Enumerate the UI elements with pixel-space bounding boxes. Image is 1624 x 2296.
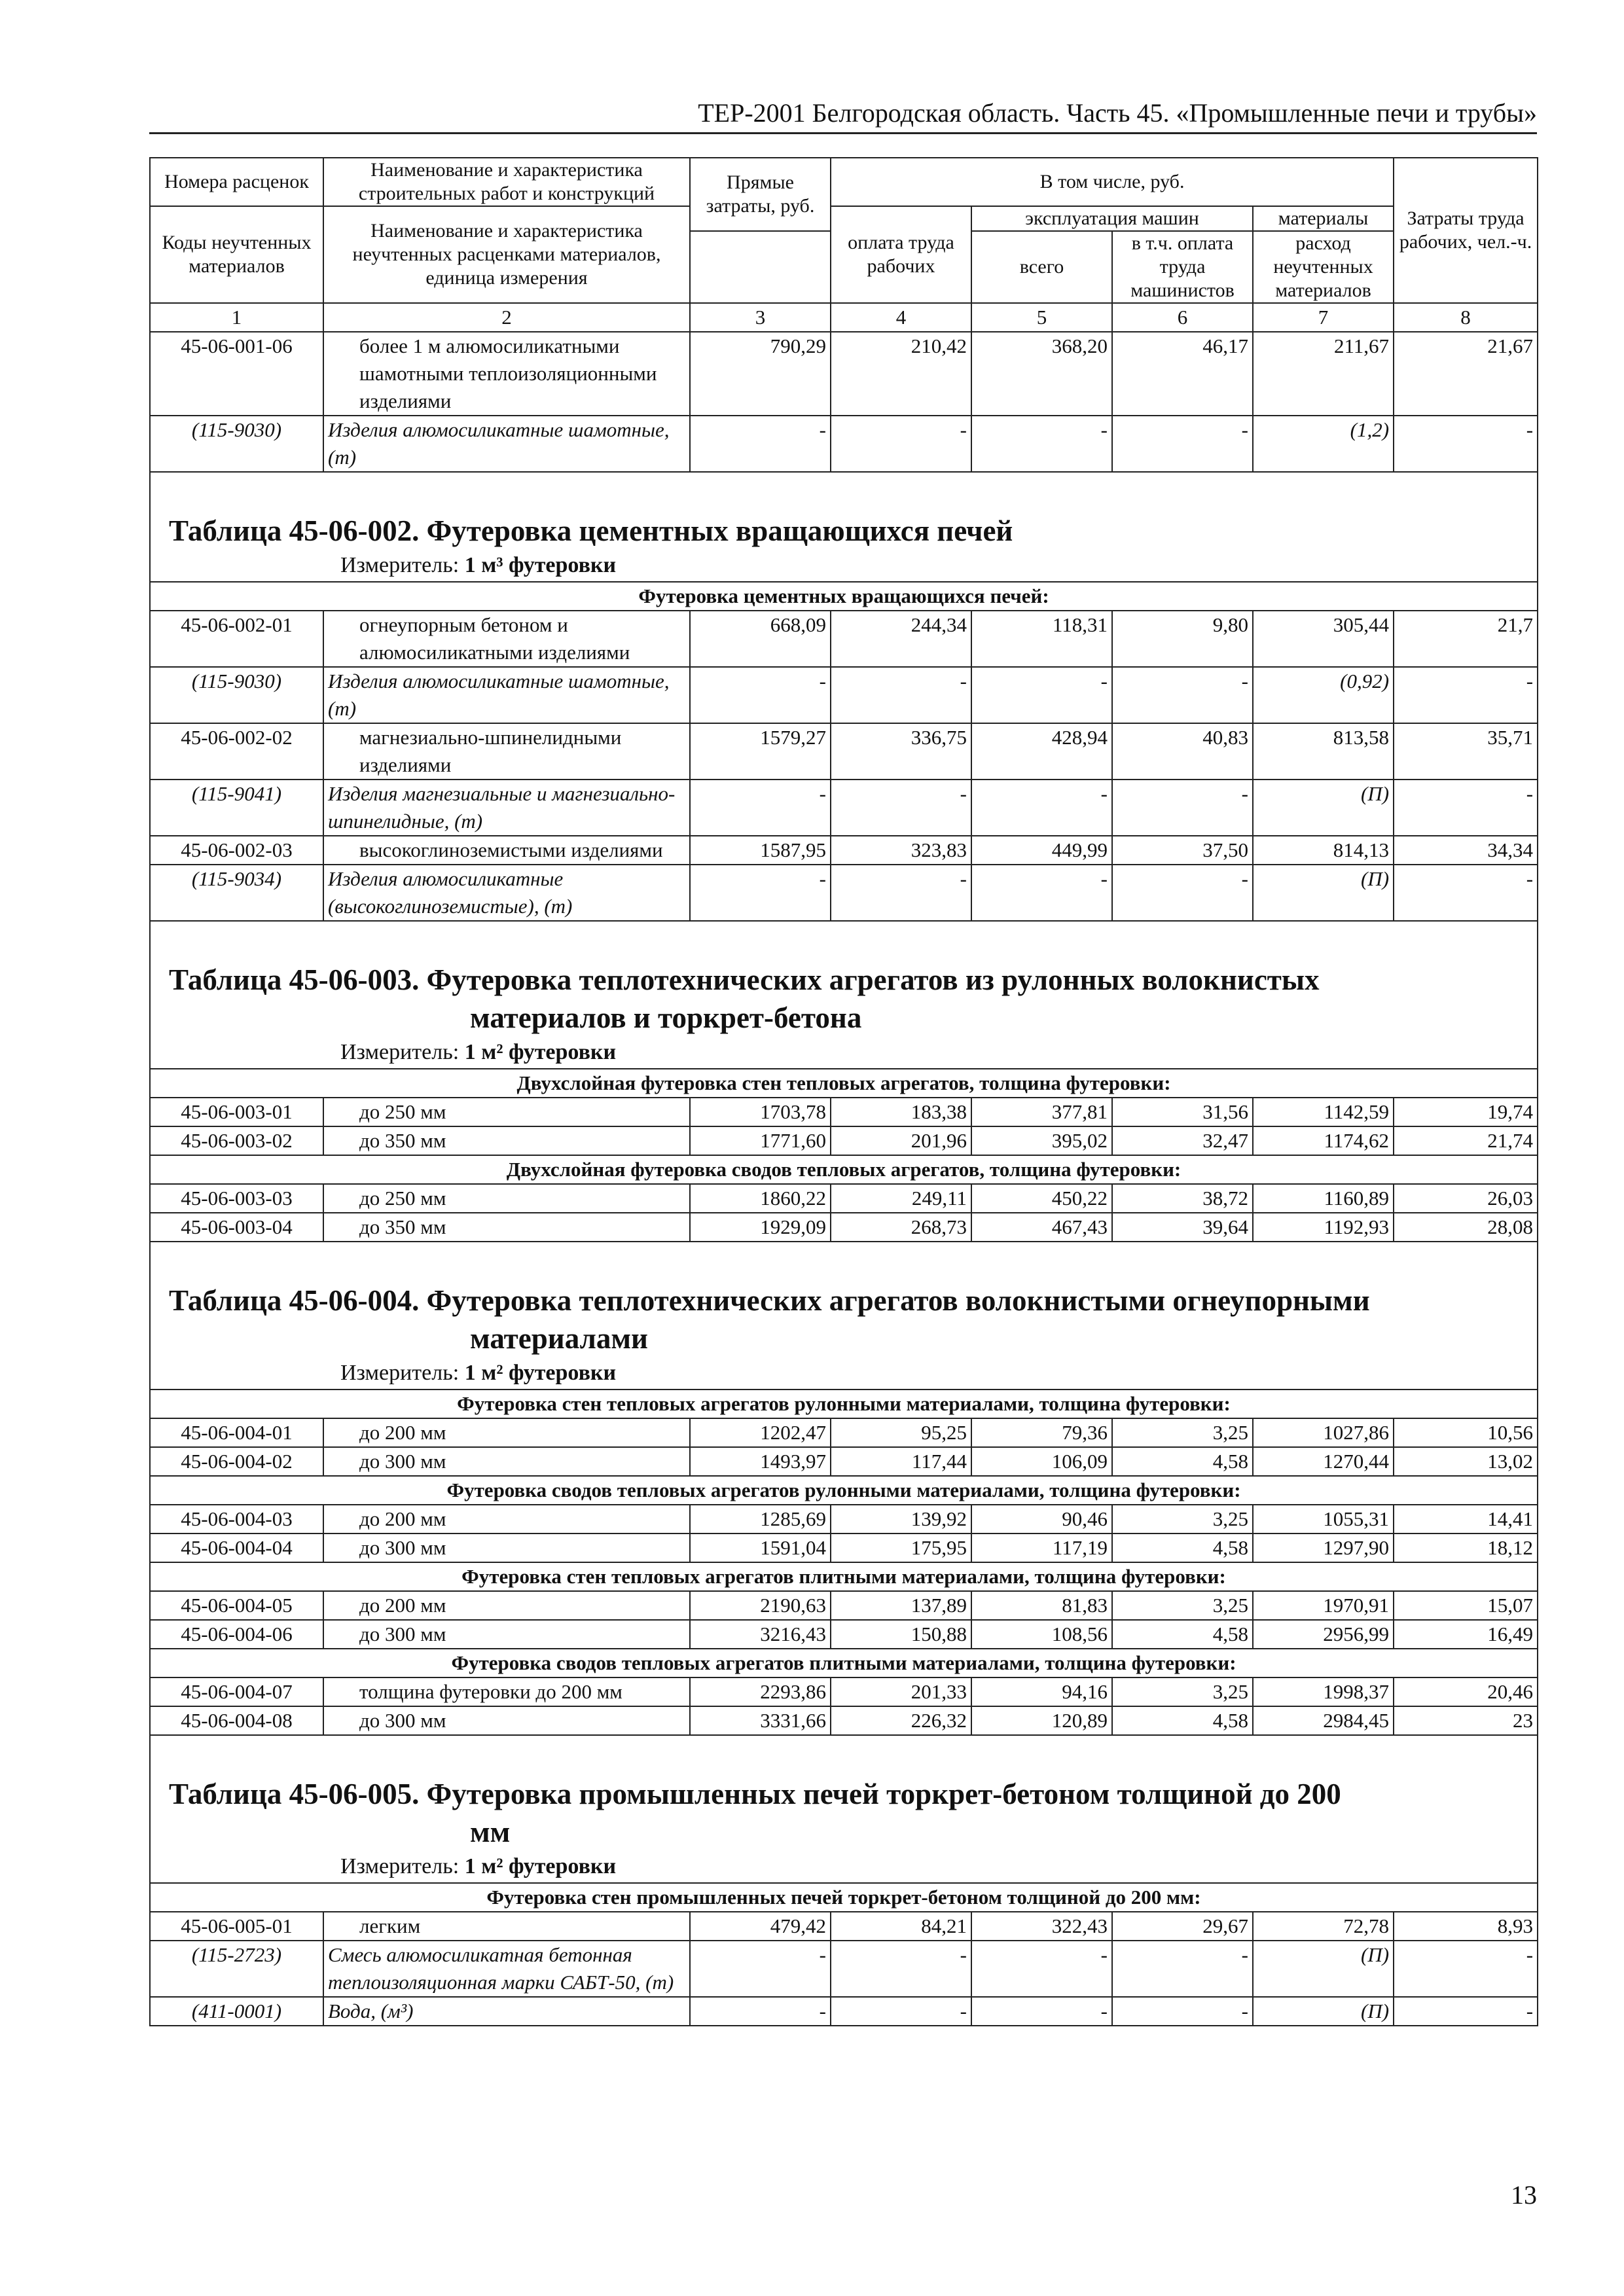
labor-hours: 35,71 — [1394, 723, 1538, 780]
col-number: 5 — [971, 303, 1112, 332]
worker-wages: 150,88 — [831, 1620, 971, 1649]
machines-total: - — [971, 667, 1112, 723]
table-caption-row — [150, 1735, 1538, 1851]
materials: 2984,45 — [1253, 1706, 1394, 1735]
col-number: 4 — [831, 303, 971, 332]
direct-cost: 3216,43 — [690, 1620, 831, 1649]
machines-total: 322,43 — [971, 1912, 1112, 1941]
direct-cost: 1591,04 — [690, 1534, 831, 1562]
rate-code: 45-06-003-03 — [150, 1184, 323, 1213]
table-header — [150, 158, 1538, 332]
section-title: Футеровка сводов тепловых агрегатов рулонными материалами, толщина футеровки: — [150, 1476, 1538, 1505]
operator-wages: 3,25 — [1112, 1505, 1253, 1534]
rate-name — [323, 1706, 690, 1735]
col-worker-wages-header: оплата труда рабочих — [831, 206, 971, 303]
rate-code: 45-06-002-02 — [150, 723, 323, 780]
table-title: Таблица 45-06-003. Футеровка теплотехнических агрегатов из рулонных волокнистых — [169, 963, 1320, 996]
rate-name-text: до 300 мм — [359, 1709, 446, 1732]
labor-hours: 10,56 — [1394, 1418, 1538, 1447]
worker-wages: 336,75 — [831, 723, 971, 780]
materials: 813,58 — [1253, 723, 1394, 780]
operator-wages: - — [1112, 1941, 1253, 1997]
rate-name — [323, 1098, 690, 1126]
rate-name — [323, 1447, 690, 1476]
col-number: 1 — [150, 303, 323, 332]
material-name: Изделия алюмосиликатные (высокоглиноземистые), (т) — [323, 865, 690, 921]
col-materials-header: материалы — [1253, 206, 1394, 231]
rate-name — [323, 1591, 690, 1620]
rate-name — [323, 1912, 690, 1941]
rate-name — [323, 332, 690, 416]
material-name: Изделия магнезиальные и магнезиально-шпинелидные, (т) — [323, 780, 690, 836]
measure-value: 1 м³ футеровки — [464, 553, 617, 577]
rate-name — [323, 723, 690, 780]
direct-cost: 2190,63 — [690, 1591, 831, 1620]
materials: 1998,37 — [1253, 1677, 1394, 1706]
direct-cost: 1202,47 — [690, 1418, 831, 1447]
col-material-consumption-header: расход неучтенных материалов — [1253, 231, 1394, 303]
table-row — [150, 1912, 1538, 1941]
worker-wages: 226,32 — [831, 1706, 971, 1735]
rate-name — [323, 1213, 690, 1242]
worker-wages: 323,83 — [831, 836, 971, 865]
operator-wages: - — [1112, 780, 1253, 836]
rate-code: 45-06-004-01 — [150, 1418, 323, 1447]
worker-wages: 268,73 — [831, 1213, 971, 1242]
operator-wages: - — [1112, 667, 1253, 723]
operator-wages: 40,83 — [1112, 723, 1253, 780]
operator-wages: 4,58 — [1112, 1620, 1253, 1649]
table-title-continuation: материалами — [470, 1322, 648, 1355]
section-title: Футеровка стен тепловых агрегатов рулонными материалами, толщина футеровки: — [150, 1390, 1538, 1418]
worker-wages: 201,33 — [831, 1677, 971, 1706]
operator-wages: - — [1112, 416, 1253, 472]
rate-name-text: магнезиально-шпинелидными изделиями — [359, 726, 622, 776]
table-row — [150, 1677, 1538, 1706]
col-operator-wages-header: в т.ч. оплата труда машинистов — [1112, 231, 1253, 303]
worker-wages: 244,34 — [831, 611, 971, 667]
rate-code: 45-06-004-03 — [150, 1505, 323, 1534]
rate-name — [323, 1677, 690, 1706]
measure-label: Измеритель: — [340, 1854, 460, 1878]
worker-wages: - — [831, 1997, 971, 2026]
direct-cost: 1929,09 — [690, 1213, 831, 1242]
rate-code: 45-06-005-01 — [150, 1912, 323, 1941]
direct-cost: 479,42 — [690, 1912, 831, 1941]
worker-wages: 175,95 — [831, 1534, 971, 1562]
operator-wages: 32,47 — [1112, 1126, 1253, 1155]
worker-wages: 95,25 — [831, 1418, 971, 1447]
rate-code: 45-06-004-05 — [150, 1591, 323, 1620]
table-title: Таблица 45-06-005. Футеровка промышленных печей торкрет-бетоном толщиной до 200 — [169, 1778, 1341, 1810]
measure-label: Измеритель: — [340, 1040, 460, 1064]
worker-wages: 183,38 — [831, 1098, 971, 1126]
rate-name-text: до 250 мм — [359, 1100, 446, 1123]
materials: 72,78 — [1253, 1912, 1394, 1941]
measure-value: 1 м² футеровки — [464, 1361, 617, 1385]
rate-code: 45-06-004-07 — [150, 1677, 323, 1706]
rate-name-text: толщина футеровки до 200 мм — [359, 1680, 623, 1703]
operator-wages: 4,58 — [1112, 1706, 1253, 1735]
operator-wages: 46,17 — [1112, 332, 1253, 416]
material-code: (115-9041) — [150, 780, 323, 836]
worker-wages: 249,11 — [831, 1184, 971, 1213]
table-title-continuation: мм — [470, 1816, 511, 1848]
labor-hours: - — [1394, 1997, 1538, 2026]
table-title-continuation: материалов и торкрет-бетона — [470, 1001, 862, 1034]
section-title: Двухслойная футеровка сводов тепловых агрегатов, толщина футеровки: — [150, 1155, 1538, 1184]
section-row — [150, 1562, 1538, 1591]
materials: 1055,31 — [1253, 1505, 1394, 1534]
materials: 1297,90 — [1253, 1534, 1394, 1562]
rate-name-text: до 350 мм — [359, 1129, 446, 1152]
materials: 1192,93 — [1253, 1213, 1394, 1242]
operator-wages: 39,64 — [1112, 1213, 1253, 1242]
labor-hours: 16,49 — [1394, 1620, 1538, 1649]
rate-name — [323, 1126, 690, 1155]
operator-wages: 37,50 — [1112, 836, 1253, 865]
rate-name-text: до 350 мм — [359, 1215, 446, 1238]
direct-cost: 3331,66 — [690, 1706, 831, 1735]
materials: 1174,62 — [1253, 1126, 1394, 1155]
table-row — [150, 332, 1538, 416]
section-title: Футеровка цементных вращающихся печей: — [150, 582, 1538, 611]
operator-wages: 9,80 — [1112, 611, 1253, 667]
col-number: 6 — [1112, 303, 1253, 332]
rate-name — [323, 1184, 690, 1213]
labor-hours: 13,02 — [1394, 1447, 1538, 1476]
machines-total: 117,19 — [971, 1534, 1112, 1562]
machines-total: 120,89 — [971, 1706, 1112, 1735]
col-direct-cost-header: Прямые затраты, руб. — [690, 158, 831, 231]
direct-cost: - — [690, 416, 831, 472]
rate-name — [323, 1620, 690, 1649]
rate-code: 45-06-004-06 — [150, 1620, 323, 1649]
table-caption-row — [150, 1242, 1538, 1357]
labor-hours: 15,07 — [1394, 1591, 1538, 1620]
labor-hours: 28,08 — [1394, 1213, 1538, 1242]
col-labor-hours-header: Затраты труда рабочих, чел.-ч. — [1394, 158, 1538, 303]
rate-name-text: более 1 м алюмосиликатными шамотными теплоизоляционными изделиями — [359, 334, 657, 412]
materials: 1027,86 — [1253, 1418, 1394, 1447]
operator-wages: - — [1112, 865, 1253, 921]
labor-hours: 26,03 — [1394, 1184, 1538, 1213]
section-title: Футеровка стен промышленных печей торкрет-бетоном толщиной до 200 мм: — [150, 1883, 1538, 1912]
section-title: Футеровка сводов тепловых агрегатов плитными материалами, толщина футеровки: — [150, 1649, 1538, 1677]
worker-wages: 210,42 — [831, 332, 971, 416]
rate-code: 45-06-003-01 — [150, 1098, 323, 1126]
col-work-name-header: Наименование и характеристика строительных работ и конструкций — [323, 158, 690, 206]
material-code: (115-9030) — [150, 416, 323, 472]
col-machines-total-header: всего — [971, 231, 1112, 303]
material-row — [150, 1941, 1538, 1997]
price-table — [149, 157, 1538, 2026]
material-code: (411-0001) — [150, 1997, 323, 2026]
table-body — [150, 332, 1538, 2026]
material-consumption: (П) — [1253, 1997, 1394, 2026]
machines-total: - — [971, 780, 1112, 836]
section-row — [150, 1476, 1538, 1505]
machines-total: 395,02 — [971, 1126, 1112, 1155]
measure-row — [150, 1851, 1538, 1883]
worker-wages: 84,21 — [831, 1912, 971, 1941]
section-title: Футеровка стен тепловых агрегатов плитными материалами, толщина футеровки: — [150, 1562, 1538, 1591]
rate-name-text: до 300 мм — [359, 1450, 446, 1473]
col-rate-number-header: Номера расценок — [150, 158, 323, 206]
operator-wages: 4,58 — [1112, 1447, 1253, 1476]
rate-name-text: до 250 мм — [359, 1187, 446, 1210]
rate-code: 45-06-002-03 — [150, 836, 323, 865]
table-row — [150, 1418, 1538, 1447]
rate-name-text: высокоглиноземистыми изделиями — [359, 838, 663, 861]
worker-wages: 139,92 — [831, 1505, 971, 1534]
material-row — [150, 780, 1538, 836]
col-unaccounted-materials-header: Наименование и характеристика неучтенных расценками материалов, единица измерения — [323, 206, 690, 303]
table-row — [150, 1706, 1538, 1735]
rate-name — [323, 611, 690, 667]
machines-total: 81,83 — [971, 1591, 1112, 1620]
operator-wages: 38,72 — [1112, 1184, 1253, 1213]
labor-hours: 34,34 — [1394, 836, 1538, 865]
material-consumption: (0,92) — [1253, 667, 1394, 723]
labor-hours: 20,46 — [1394, 1677, 1538, 1706]
materials: 1160,89 — [1253, 1184, 1394, 1213]
machines-total: 94,16 — [971, 1677, 1112, 1706]
worker-wages: - — [831, 667, 971, 723]
section-row — [150, 1390, 1538, 1418]
labor-hours: - — [1394, 865, 1538, 921]
direct-cost: 790,29 — [690, 332, 831, 416]
rate-name-text: до 200 мм — [359, 1594, 446, 1617]
worker-wages: - — [831, 416, 971, 472]
labor-hours: 14,41 — [1394, 1505, 1538, 1534]
table-row — [150, 1620, 1538, 1649]
labor-hours: - — [1394, 416, 1538, 472]
labor-hours: 19,74 — [1394, 1098, 1538, 1126]
rate-name-text: до 200 мм — [359, 1421, 446, 1444]
measure-row — [150, 1037, 1538, 1069]
worker-wages: 117,44 — [831, 1447, 971, 1476]
measure-value: 1 м² футеровки — [464, 1854, 617, 1878]
table-title: Таблица 45-06-002. Футеровка цементных вращающихся печей — [169, 514, 1013, 547]
material-row — [150, 416, 1538, 472]
direct-cost: - — [690, 780, 831, 836]
machines-total: 449,99 — [971, 836, 1112, 865]
direct-cost: - — [690, 1997, 831, 2026]
direct-cost: - — [690, 667, 831, 723]
labor-hours: 23 — [1394, 1706, 1538, 1735]
rate-code: 45-06-004-04 — [150, 1534, 323, 1562]
labor-hours: 8,93 — [1394, 1912, 1538, 1941]
material-row — [150, 1997, 1538, 2026]
rate-name — [323, 1505, 690, 1534]
measure-label: Измеритель: — [340, 553, 460, 577]
machines-total: 428,94 — [971, 723, 1112, 780]
rate-code: 45-06-003-04 — [150, 1213, 323, 1242]
material-row — [150, 667, 1538, 723]
table-row — [150, 836, 1538, 865]
col-number: 3 — [690, 303, 831, 332]
machines-total: - — [971, 1941, 1112, 1997]
rate-code: 45-06-002-01 — [150, 611, 323, 667]
rate-code: 45-06-004-02 — [150, 1447, 323, 1476]
direct-cost: - — [690, 1941, 831, 1997]
operator-wages: 4,58 — [1112, 1534, 1253, 1562]
worker-wages: - — [831, 1941, 971, 1997]
rate-name — [323, 1418, 690, 1447]
price-table-container — [149, 157, 1537, 2026]
table-row — [150, 1184, 1538, 1213]
machines-total: 79,36 — [971, 1418, 1112, 1447]
worker-wages: 201,96 — [831, 1126, 971, 1155]
material-code: (115-2723) — [150, 1941, 323, 1997]
material-consumption: (1,2) — [1253, 416, 1394, 472]
direct-cost: 1771,60 — [690, 1126, 831, 1155]
rate-name-text: легким — [359, 1914, 421, 1937]
materials: 2956,99 — [1253, 1620, 1394, 1649]
machines-total: 118,31 — [971, 611, 1112, 667]
col-including-header: В том числе, руб. — [831, 158, 1394, 206]
machines-total: 377,81 — [971, 1098, 1112, 1126]
materials: 211,67 — [1253, 332, 1394, 416]
operator-wages: 3,25 — [1112, 1418, 1253, 1447]
material-row — [150, 865, 1538, 921]
col-number: 7 — [1253, 303, 1394, 332]
measure-row — [150, 550, 1538, 582]
machines-total: 467,43 — [971, 1213, 1112, 1242]
section-row — [150, 1155, 1538, 1184]
direct-cost: 2293,86 — [690, 1677, 831, 1706]
page-number: 13 — [1511, 2180, 1537, 2210]
materials: 1142,59 — [1253, 1098, 1394, 1126]
labor-hours: 21,67 — [1394, 332, 1538, 416]
material-name: Смесь алюмосиликатная бетонная теплоизоляционная марки САБТ-50, (т) — [323, 1941, 690, 1997]
table-row — [150, 723, 1538, 780]
rate-name-text: до 300 мм — [359, 1536, 446, 1559]
measure-row — [150, 1357, 1538, 1390]
worker-wages: - — [831, 780, 971, 836]
measure-value: 1 м² футеровки — [464, 1040, 617, 1064]
section-row — [150, 1883, 1538, 1912]
rate-name-text: огнеупорным бетоном и алюмосиликатными изделиями — [359, 613, 630, 664]
machines-total: 90,46 — [971, 1505, 1112, 1534]
table-row — [150, 1534, 1538, 1562]
material-name: Изделия алюмосиликатные шамотные, (т) — [323, 416, 690, 472]
materials: 305,44 — [1253, 611, 1394, 667]
materials: 1270,44 — [1253, 1447, 1394, 1476]
material-code: (115-9034) — [150, 865, 323, 921]
operator-wages: 3,25 — [1112, 1591, 1253, 1620]
labor-hours: 21,7 — [1394, 611, 1538, 667]
direct-cost: 1587,95 — [690, 836, 831, 865]
machines-total: - — [971, 1997, 1112, 2026]
table-row — [150, 1591, 1538, 1620]
direct-cost: 1860,22 — [690, 1184, 831, 1213]
table-row — [150, 1447, 1538, 1476]
labor-hours: - — [1394, 667, 1538, 723]
table-row — [150, 1213, 1538, 1242]
table-title: Таблица 45-06-004. Футеровка теплотехнических агрегатов волокнистыми огнеупорными — [169, 1284, 1370, 1317]
machines-total: 106,09 — [971, 1447, 1112, 1476]
worker-wages: - — [831, 865, 971, 921]
machines-total: 450,22 — [971, 1184, 1112, 1213]
material-consumption: (П) — [1253, 865, 1394, 921]
rate-name — [323, 1534, 690, 1562]
machines-total: 108,56 — [971, 1620, 1112, 1649]
table-row — [150, 611, 1538, 667]
machines-total: - — [971, 416, 1112, 472]
direct-cost: 1703,78 — [690, 1098, 831, 1126]
table-caption-row — [150, 472, 1538, 550]
material-name: Вода, (м³) — [323, 1997, 690, 2026]
operator-wages: 29,67 — [1112, 1912, 1253, 1941]
rate-code: 45-06-001-06 — [150, 332, 323, 416]
table-caption-row — [150, 921, 1538, 1037]
col-number: 2 — [323, 303, 690, 332]
measure-label: Измеритель: — [340, 1361, 460, 1385]
materials: 1970,91 — [1253, 1591, 1394, 1620]
col-number: 8 — [1394, 303, 1538, 332]
col-unaccounted-codes-header: Коды неучтенных материалов — [150, 206, 323, 303]
rate-code: 45-06-004-08 — [150, 1706, 323, 1735]
material-consumption: (П) — [1253, 780, 1394, 836]
operator-wages: 3,25 — [1112, 1677, 1253, 1706]
machines-total: 368,20 — [971, 332, 1112, 416]
col-machines-header: эксплуатация машин — [971, 206, 1253, 231]
section-row — [150, 1069, 1538, 1098]
worker-wages: 137,89 — [831, 1591, 971, 1620]
section-row — [150, 1649, 1538, 1677]
direct-cost: 668,09 — [690, 611, 831, 667]
direct-cost: 1493,97 — [690, 1447, 831, 1476]
rate-name — [323, 836, 690, 865]
labor-hours: - — [1394, 1941, 1538, 1997]
table-row — [150, 1098, 1538, 1126]
direct-cost: 1579,27 — [690, 723, 831, 780]
labor-hours: 21,74 — [1394, 1126, 1538, 1155]
operator-wages: - — [1112, 1997, 1253, 2026]
section-title: Двухслойная футеровка стен тепловых агрегатов, толщина футеровки: — [150, 1069, 1538, 1098]
rate-name-text: до 200 мм — [359, 1507, 446, 1530]
section-row — [150, 582, 1538, 611]
direct-cost: - — [690, 865, 831, 921]
direct-cost: 1285,69 — [690, 1505, 831, 1534]
material-name: Изделия алюмосиликатные шамотные, (т) — [323, 667, 690, 723]
running-header: ТЕР-2001 Белгородская область. Часть 45. «Промышленные печи и трубы» — [149, 97, 1537, 134]
table-row — [150, 1126, 1538, 1155]
material-code: (115-9030) — [150, 667, 323, 723]
operator-wages: 31,56 — [1112, 1098, 1253, 1126]
machines-total: - — [971, 865, 1112, 921]
labor-hours: - — [1394, 780, 1538, 836]
labor-hours: 18,12 — [1394, 1534, 1538, 1562]
rate-code: 45-06-003-02 — [150, 1126, 323, 1155]
rate-name-text: до 300 мм — [359, 1623, 446, 1645]
table-row — [150, 1505, 1538, 1534]
materials: 814,13 — [1253, 836, 1394, 865]
material-consumption: (П) — [1253, 1941, 1394, 1997]
